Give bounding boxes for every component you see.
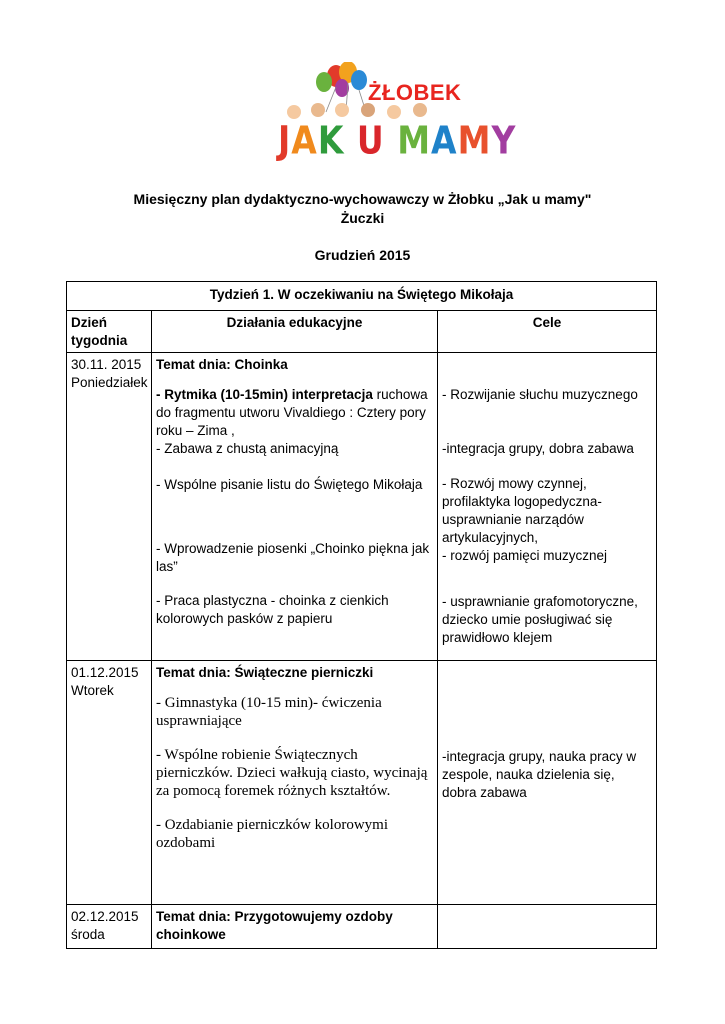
activities-cell [152, 661, 438, 905]
activity-item: - Gimnastyka (10-15 min)- ćwiczenia usprawniające [156, 695, 382, 729]
table-row [67, 353, 657, 661]
goal-item: - Rozwój mowy czynnej, profilaktyka logopedyczna- usprawnianie narządów artykulacyjnych, [442, 476, 602, 545]
activity-item: - Praca plastyczna - choinka z cienkich kolorowych pasków z papieru [156, 593, 389, 626]
zlobek-logo [276, 62, 517, 163]
day-date: 01.12.2015 [71, 665, 139, 680]
table-row [67, 905, 657, 949]
column-header-activities: Działania edukacyjne [152, 311, 438, 353]
day-topic: Temat dnia: Choinka [156, 357, 288, 372]
goal-item: - Rozwijanie słuchu muzycznego [442, 387, 638, 402]
activity-item: - Wspólne robienie Świątecznych pierniczków. Dzieci wałkują ciasto, wycinają za pomocą foremek różnych kształtów. [156, 747, 428, 799]
week-title: Tydzień 1. W oczekiwaniu na Świętego Mikołaja [67, 282, 657, 311]
plan-table [66, 281, 657, 949]
activity-item: - Wspólne pisanie listu do Świętego Mikołaja [156, 477, 423, 492]
day-date: 30.11. 2015 [71, 357, 142, 372]
goals-cell [438, 661, 657, 905]
goals-cell [438, 353, 657, 661]
day-weekday: środa [71, 927, 105, 942]
day-topic: Temat dnia: Świąteczne pierniczki [156, 665, 374, 680]
goal-item: - rozwój pamięci muzycznej [442, 548, 608, 563]
day-cell [67, 661, 152, 905]
day-weekday: Poniedziałek [71, 375, 148, 390]
activities-cell [152, 353, 438, 661]
goal-item: -integracja grupy, nauka pracy w zespole, nauka dzielenia się, dobra zabawa [442, 749, 637, 800]
day-weekday: Wtorek [71, 683, 114, 698]
activities-cell [152, 905, 438, 949]
activity-item: - Rytmika (10-15min) interpretacja ruchowa do fragmentu utworu Vivaldiego : Cztery pory roku – Zima , [156, 387, 428, 438]
day-cell [67, 905, 152, 949]
column-header-day: Dzień tygodnia [67, 311, 152, 353]
day-cell [67, 353, 152, 661]
column-header-goals: Cele [438, 311, 657, 353]
activity-item: - Ozdabianie pierniczków kolorowymi ozdobami [156, 817, 389, 851]
logo-top-text: ŻŁOBEK [368, 80, 462, 105]
activity-item: - Zabawa z chustą animacyjną [156, 441, 339, 456]
group-name: Żuczki [340, 210, 385, 226]
table-row [67, 661, 657, 905]
month-title: Grudzień 2015 [314, 247, 411, 263]
day-date: 02.12.2015 [71, 909, 139, 924]
day-topic: Temat dnia: Przygotowujemy ozdoby choinkowe [156, 909, 393, 942]
goal-item: -integracja grupy, dobra zabawa [442, 441, 634, 456]
goal-item: - usprawnianie grafomotoryczne, dziecko umie posługiwać się prawidłowo klejem [442, 594, 638, 645]
page-title: Miesięczny plan dydaktyczno-wychowawczy w Żłobku „Jak u mamy" [133, 191, 592, 207]
goals-cell [438, 905, 657, 949]
activity-item: - Wprowadzenie piosenki „Choinko piękna jak las” [156, 541, 430, 574]
logo-bottom-text: JAK U MAMY [278, 118, 517, 163]
